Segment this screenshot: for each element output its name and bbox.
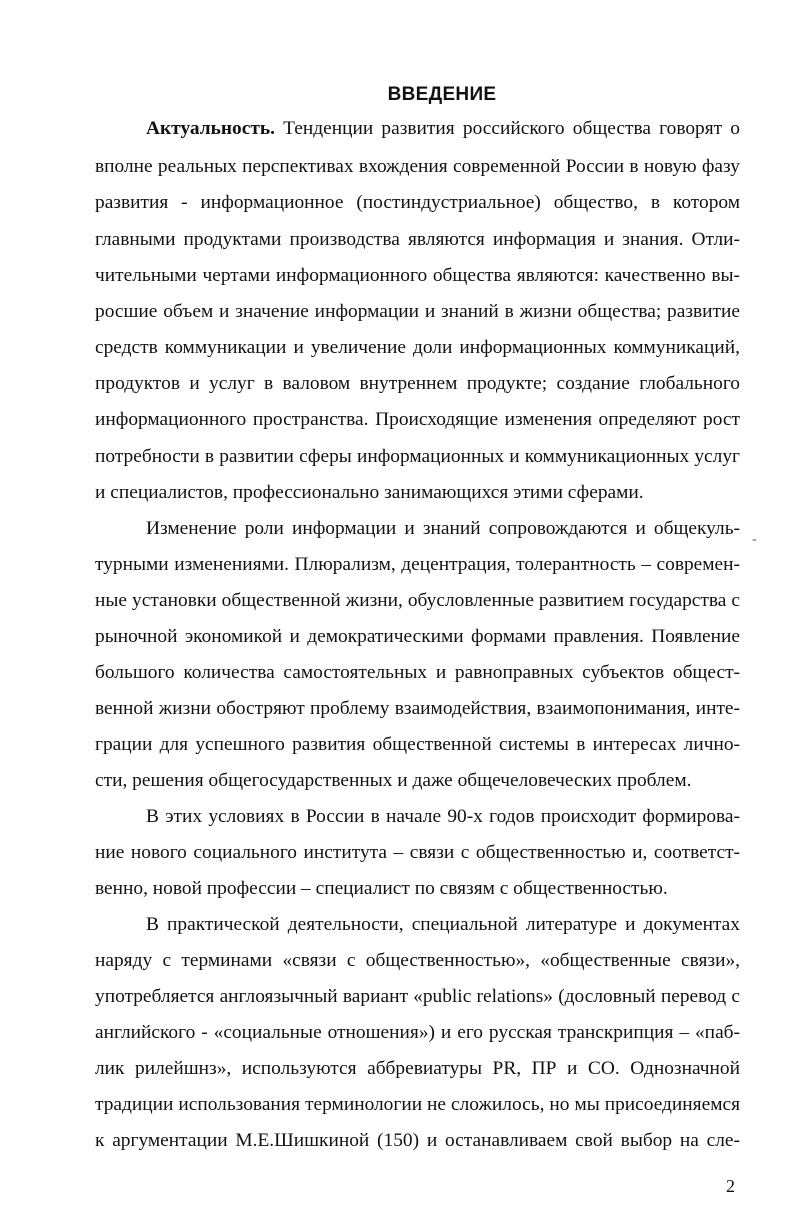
- text-line: информационного пространства. Происходящие изменения определяют рост: [95, 409, 740, 430]
- text-line: употребляется англоязычный вариант «public relations» (дословный перевод с: [95, 986, 740, 1007]
- text-line: развития - информационное (постиндустриальное) общество, в котором: [95, 192, 740, 213]
- text-line: рыночной экономикой и демократическими формами правления. Появление: [95, 626, 740, 647]
- text-line: В практической деятельности, специальной литературе и документах: [146, 914, 740, 935]
- page-title: ВВЕДЕНИЕ: [387, 84, 497, 105]
- text-line: английского - «социальные отношения») и его русская транскрипция – «паб-: [95, 1022, 740, 1043]
- text-line: венной жизни обостряют проблему взаимодействия, взаимопонимания, инте-: [95, 698, 740, 719]
- text-line: В этих условиях в России в начале 90-х годов происходит формирова-: [146, 806, 740, 827]
- text-line: ные установки общественной жизни, обусловленные развитием государства с: [95, 590, 740, 611]
- text-line: турными изменениями. Плюрализм, децентрация, толерантность – современ-: [95, 554, 740, 575]
- text-line: росшие объем и значение информации и знаний в жизни общества; развитие: [95, 301, 740, 322]
- text-line: вполне реальных перспективах вхождения современной России в новую фазу: [95, 156, 740, 177]
- text-line: чительными чертами информационного общества являются: качественно вы-: [95, 265, 740, 286]
- text-line: грации для успешного развития общественной системы в интересах лично-: [95, 734, 740, 755]
- text-line: и специалистов, профессионально занимающихся этими сферами.: [95, 482, 644, 503]
- text-line: Актуальность. Тенденции развития российского общества говорят о: [146, 118, 740, 139]
- lead-word: Актуальность.: [146, 118, 275, 139]
- text-line: ние нового социального института – связи с общественностью и, соответст-: [95, 842, 740, 863]
- text-line: сти, решения общегосударственных и даже общечеловеческих проблем.: [95, 770, 692, 791]
- text-line: потребности в развитии сферы информационных и коммуникационных услуг: [95, 446, 740, 467]
- text-line: венно, новой профессии – специалист по связям с общественностью.: [95, 878, 668, 899]
- text-line: большого количества самостоятельных и равноправных субъектов общест-: [95, 662, 740, 683]
- page-number: 2: [726, 1176, 735, 1196]
- text-line: лик рилейшнз», используются аббревиатуры PR, ПР и СО. Однозначной: [95, 1058, 740, 1079]
- margin-mark: -: [752, 532, 757, 547]
- text-line: средств коммуникации и увеличение доли информационных коммуникаций,: [95, 337, 740, 358]
- text-line: к аргументации М.Е.Шишкиной (150) и останавливаем свой выбор на сле-: [95, 1130, 740, 1151]
- text-line: главными продуктами производства являются информация и знания. Отли-: [95, 229, 740, 250]
- text-line: традиции использования терминологии не сложилось, но мы присоединяемся: [95, 1094, 740, 1115]
- text-line: продуктов и услуг в валовом внутреннем продукте; создание глобального: [95, 373, 740, 394]
- text-line: наряду с терминами «связи с общественностью», «общественные связи»,: [95, 950, 740, 971]
- text-line: Изменение роли информации и знаний сопровождаются и общекуль-: [146, 518, 740, 539]
